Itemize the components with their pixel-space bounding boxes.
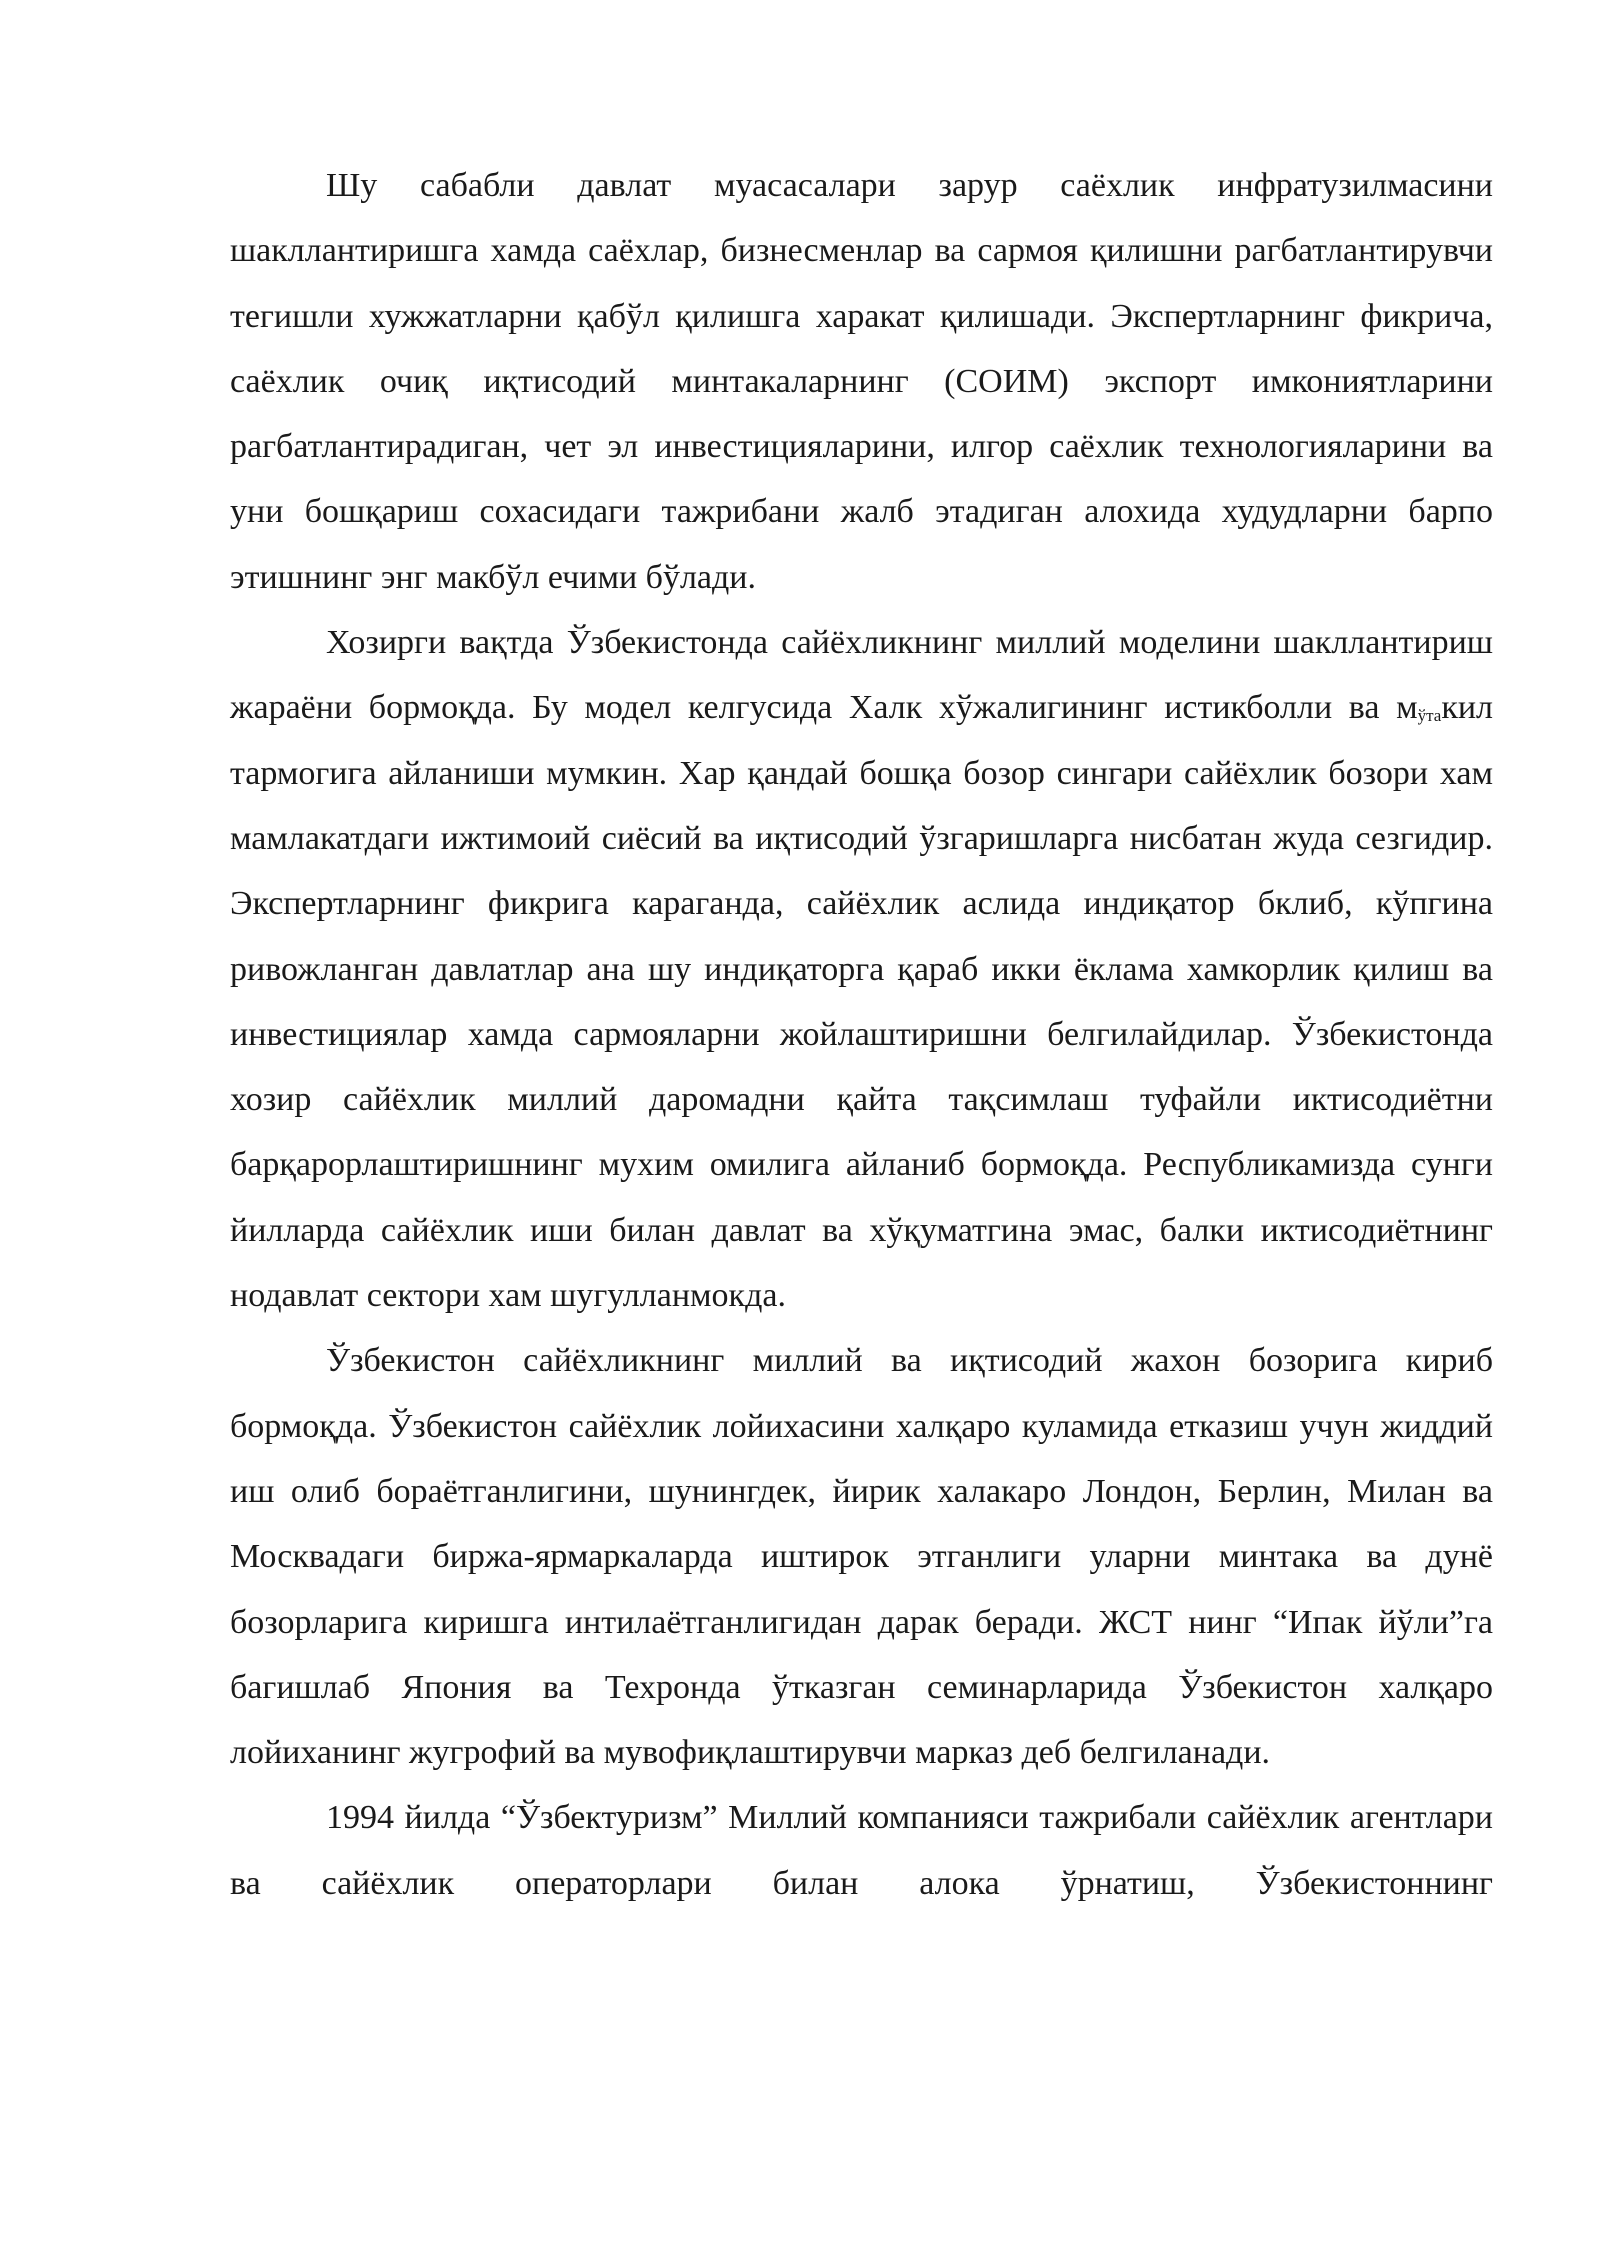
paragraph-1: Шу сабабли давлат муасасалари зарур саёхлик инфратузилмасини шакллантиришга хамда саёхлар, бизнесменлар ва сармоя қилишни рагбатлантирувчи тегишли хужжатларни қабўл қилишга харакат қилишади. Экспертларнинг фикрича, саёхлик очиқ иқтисодий минтакаларнинг (СОИМ) экспорт имкониятларини рагбатлантирадиган, чет эл инвестицияларини, илгор саёхлик технологияларини ва уни бошқариш сохасидаги тажрибани жалб этадиган алохида худудларни барпо этишнинг энг макбўл ечими бўлади. [230, 167, 1493, 596]
paragraph-2-part-2: кил тармогига айланиши мумкин. Хар қандай бошқа бозор сингари сайёхлик бозори хам мамлакатдаги ижтимоий сиёсий ва иқтисодий ўзгаришларга нисбатан жуда сезгидир. Экспертларнинг фикрига караганда, сайёхлик аслида индиқатор бклиб, кўпгина ривожланган давлатлар ана шу индиқаторга қараб икки ёклама хамкорлик қилиш ва инвестициялар хамда сармояларни жойлаштиришни белгилайдилар. Ўзбекистонда хозир сайёхлик миллий даромадни қайта тақсимлаш туфайли иктисодиётни барқарорлаштиришнинг мухим омилига айланиб бормоқда. Республикамизда сунги йилларда сайёхлик иши билан давлат ва хўқуматгина эмас, балки иктисодиётнинг нодавлат сектори хам шугулланмокда. [230, 689, 1493, 1315]
paragraph-2-part-1: Хозирги вақтда Ўзбекистонда сайёхликнинг миллий моделини шакллантириш жараёни бормоқда. Бу модел келгусида Халк хўжалигининг истикболли ва м [230, 624, 1493, 727]
paragraph-4: 1994 йилда “Ўзбектуризм” Миллий компанияси тажрибали сайёхлик агентлари ва сайёхлик операторлари билан алока ўрнатиш, Ўзбекистоннинг [230, 1799, 1493, 1902]
paragraph-2-subscript: ўта [1417, 706, 1442, 726]
document-body [230, 153, 1493, 1916]
paragraph-2 [230, 610, 1493, 1328]
paragraph-3: Ўзбекистон сайёхликнинг миллий ва иқтисодий жахон бозорига кириб бормоқда. Ўзбекистон сайёхлик лойихасини халқаро куламида етказиш учун жиддий иш олиб бораётганлигини, шунингдек, йирик халакаро Лондон, Берлин, Милан ва Москвадаги биржа-ярмаркаларда иштирок этганлиги уларни минтака ва дунё бозорларига киришга интилаётганлигидан дарак беради. ЖСТ нинг “Ипак йўли”га багишлаб Япония ва Техронда ўтказган семинарларида Ўзбекистон халқаро лойиханинг жугрофий ва мувофиқлаштирувчи марказ деб белгиланади. [230, 1342, 1493, 1772]
